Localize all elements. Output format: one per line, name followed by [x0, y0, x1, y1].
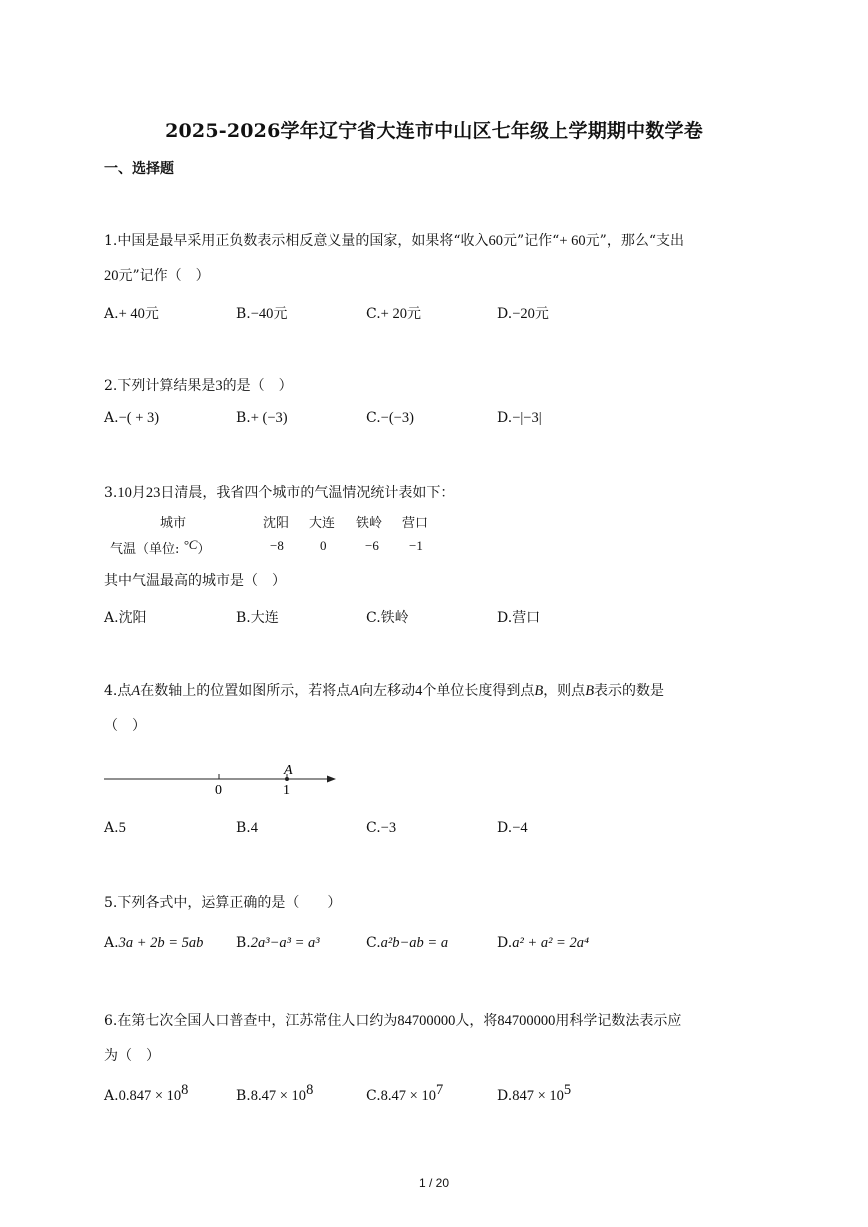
- q1-option-d: D.−20元: [497, 306, 549, 322]
- q2-option-c: C.−(−3): [366, 410, 414, 426]
- q4-option-a: A.5: [104, 820, 126, 836]
- q2-option-d: D.−|−3|: [497, 410, 542, 426]
- table-city-4: 营口: [402, 516, 429, 531]
- q4-option-c: C.−3: [366, 820, 397, 836]
- q3-option-c: C.铁岭: [366, 610, 409, 626]
- q6-option-a: $A.0.847 \times 10^8$: [104, 1082, 189, 1104]
- question-3-line-2: 其中气温最高的城市是（ ）: [104, 573, 286, 589]
- table-header-label: 城市: [160, 516, 187, 531]
- q3-option-d: D.营口: [497, 610, 541, 626]
- q1-option-c: C.+ 20元: [366, 306, 421, 322]
- question-3-line-1: 3.10月23日清晨，我省四个城市的气温情况统计表如下：: [104, 485, 455, 501]
- q2-option-b: B.+ (−3): [236, 410, 288, 426]
- q3-option-a: A.沈阳: [104, 610, 147, 626]
- q4-option-d: D.−4: [497, 820, 528, 836]
- number-line-figure: [100, 760, 345, 800]
- table-temp-1: −8: [270, 538, 284, 553]
- question-6-line-1: 6.在第七次全国人口普查中，江苏常住人口约为84700000人，将84700000用科学记数法表示应: [104, 1013, 682, 1029]
- q5-option-c: C.a²b−ab = a: [366, 935, 449, 951]
- tick-label-one: 1: [283, 783, 290, 798]
- question-6-line-2: 为（ ）: [104, 1048, 160, 1064]
- question-4-line-2: （ ）: [104, 718, 146, 734]
- number-line-arrow-icon: [327, 776, 336, 783]
- question-5-line-1: 5.下列各式中，运算正确的是（ ）: [104, 895, 342, 911]
- q6-option-b: $B.8.47 \times 10^8$: [236, 1082, 314, 1104]
- table-row-label: 气温（单位: °C）: [110, 537, 211, 557]
- page-title: 2025-2026学年辽宁省大连市中山区七年级上学期期中数学卷: [165, 120, 703, 142]
- question-1-line-1: 1.中国是最早采用正负数表示相反意义量的国家，如果将“收入60元”记作“+ 60元”，那么“支出: [104, 233, 684, 249]
- q1-option-b: B.−40元: [236, 306, 288, 322]
- table-city-3: 铁岭: [356, 516, 383, 531]
- page-number: 1 / 20: [418, 1176, 450, 1190]
- question-1-line-2: 20元”记作（ ）: [104, 268, 210, 284]
- point-a-label: A: [284, 763, 293, 778]
- q1-option-a: A.+ 40元: [104, 306, 159, 322]
- q6-option-d: $D.847 \times 10^5$: [497, 1082, 572, 1104]
- q4-option-b: B.4: [236, 820, 258, 836]
- q6-option-c: $C.8.47 \times 10^7$: [366, 1082, 444, 1104]
- table-temp-3: −6: [365, 538, 379, 553]
- table-city-1: 沈阳: [263, 516, 290, 531]
- tick-label-zero: 0: [215, 783, 222, 798]
- section-heading: 一、选择题: [104, 161, 174, 177]
- q2-option-a: A.−( + 3): [104, 410, 160, 426]
- question-2-line-1: 2.下列计算结果是3的是（ ）: [104, 378, 293, 394]
- q5-option-b: B.2a³−a³ = a³: [236, 935, 320, 951]
- q3-option-b: B.大连: [236, 610, 279, 626]
- question-4-line-1: 4.点A在数轴上的位置如图所示，若将点A向左移动4个单位长度得到点B，则点B表示的数是: [104, 683, 665, 699]
- table-city-2: 大连: [309, 516, 336, 531]
- table-temp-4: −1: [409, 538, 423, 553]
- table-temp-2: 0: [320, 538, 327, 553]
- q5-option-d: D.a² + a² = 2a⁴: [497, 935, 589, 951]
- q5-option-a: A.3a + 2b = 5ab: [104, 935, 204, 951]
